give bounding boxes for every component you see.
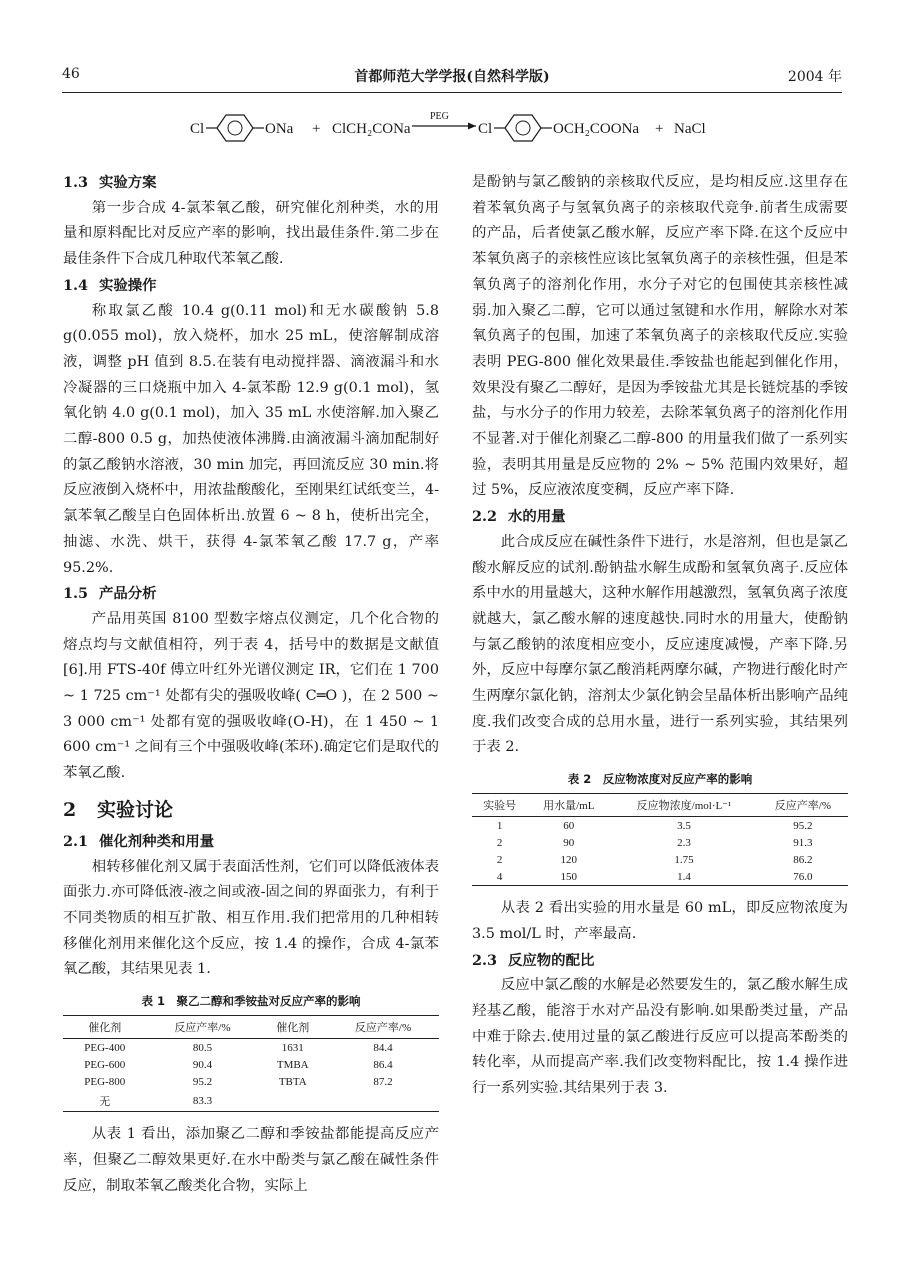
product-cl: Cl: [478, 121, 493, 137]
table-header: 反应物浓度/mol·L⁻¹: [610, 794, 758, 817]
paragraph: 从表 1 看出，添加聚乙二醇和季铵盐都能提高反应产率，但聚乙二醇效果更好.在水中酚类与氯乙酸在碱性条件反应，制取苯氧乙酸类化合物，实际上: [63, 1126, 439, 1194]
paragraph: 称取氯乙酸 10.4 g(0.11 mol)和无水碳酸钠 5.8 g(0.055 mol)，放入烧杯，加水 25 mL，使溶解制成溶液，调整 pH 值到 8.5.在装有电动搅拌器、滴液漏斗和水冷凝器的三口烧瓶中加入 4-氯苯酚 12.9 g(0.1 mol)，氢氧化钠 4.0 g(0.1 mol)，加入 35 mL 水使溶解.加入聚乙二醇-800 0.5 g，加热使液体沸腾.由滴液漏斗滴加配制好的氯乙酸钠水溶液，30 min 加完，再回流反应 30 min.将反应液倒入烧杯中，用浓盐酸酸化，至刚果红试纸变兰，4-氯苯氧乙酸呈白色固体析出.放置 6 ~ 8 h，使析出完全，抽滤、水洗、烘干，获得 4-氯苯氧乙酸 17.7 g，产率 95.2%.: [63, 302, 439, 576]
benzene-ring-icon: [505, 115, 541, 141]
chapter-heading-2: 2 实验讨论: [63, 798, 174, 821]
table-header: 催化剂: [63, 1016, 147, 1039]
section-heading-1-3: 1.3 实验方案: [63, 174, 157, 191]
header-rule: [62, 92, 842, 93]
right-column: [472, 170, 848, 1102]
year: 2004 年: [787, 69, 842, 85]
paragraph: 从表 2 看出实验的用水量是 60 mL，即反应物浓度为 3.5 mol/L 时，产率最高.: [472, 900, 848, 942]
table-header: 用水量/mL: [527, 794, 610, 817]
table-header: 反应产率/%: [327, 1016, 439, 1039]
reactant1-cl: Cl: [190, 121, 205, 137]
table-row: PEG-400 80.5 1631 84.4: [84, 1041, 393, 1054]
product-group: OCH₂COONa: [553, 121, 640, 137]
paragraph: 相转移催化剂又属于表面活性剂，它们可以降低液体表面张力.亦可降低液-液之间或液-固之间的界面张力，有利于不同类物质的相互扩散、相互作用.我们把常用的几种相转移催化剂用来催化这个反应，按 1.4 的操作，合成 4-氯苯氧乙酸，其结果见表 1.: [63, 858, 439, 978]
paragraph: 反应中氯乙酸的水解是必然要发生的，氯乙酸水解生成羟基乙酸，能溶于水对产品没有影响.如果酚类过量，产品中难于除去.使用过量的氯乙酸进行反应可以提高苯酚类的转化率，从而提高产率.我们改变物料配比，按 1.4 操作进行一系列实验.其结果列于表 3.: [472, 977, 848, 1097]
reaction-equation: [60, 104, 844, 150]
plus-sign: +: [655, 121, 664, 137]
catalyst-label: PEG: [430, 111, 449, 122]
section-heading-1-4: 1.4 实验操作: [63, 276, 157, 294]
table-2-caption: 表 2 反应物浓度对反应产率的影响: [567, 772, 753, 787]
paragraph: 此合成反应在碱性条件下进行，水是溶剂，但也是氯乙酸水解反应的试剂.酚钠盐水解生成酚和氢氧负离子.反应体系中水的用量越大，这种水解作用越激烈，氢氧负离子浓度就越大，氯乙酸水解的速度越快.同时水的用量大，使酚钠与氯乙酸钠的浓度相应变小，反应速度减慢，产率下降.另外，反应中每摩尔氯乙酸消耗两摩尔碱，产物进行酸化时产生两摩尔氯化钠，溶剂太少氯化钠会呈晶体析出影响产品纯度.我们改变合成的总用水量，进行一系列实验，其结果列于表 2.: [472, 533, 848, 756]
table-row: 2 90 2.3 91.3: [496, 836, 813, 849]
section-heading-2-3: 2.3 反应物的配比: [472, 951, 595, 969]
table-row: PEG-600 90.4 TMBA 86.4: [84, 1058, 393, 1071]
table-header: 反应产率/%: [147, 1016, 259, 1039]
table-2: [472, 793, 848, 886]
table-row: 2 120 1.75 86.2: [496, 853, 813, 866]
paragraph: 是酚钠与氯乙酸钠的亲核取代反应，是均相反应.这里存在着苯氧负离子与氢氧负离子的亲核取代竞争.前者生成需要的产品，后者使氯乙酸水解，反应产率下降.在这个反应中苯氧负离子的亲核性应该比氢氧负离子的亲核性强，但是苯氧负离子的溶剂化作用，水分子对它的包围使其亲核性减弱.加入聚乙二醇，它可以通过氢键和水作用，解除水对苯氧负离子的包围，加速了苯氧负离子的亲核取代反应.实验表明 PEG-800 催化效果最佳.季铵盐也能起到催化作用，效果没有聚乙二醇好，是因为季铵盐尤其是长链烷基的季铵盐，与水分子的作用力较差，去除苯氧负离子的溶剂化作用不显著.对于催化剂聚乙二醇-800 的用量我们做了一系列实验，表明其用量是反应物的 2% ~ 5% 范围内效果好，超过 5%，反应液浓度变稠，反应产率下降.: [472, 174, 848, 499]
plus-sign: +: [312, 121, 321, 137]
table-header: 实验号: [472, 794, 527, 817]
table-1: [63, 1015, 439, 1112]
section-heading-2-2: 2.2 水的用量: [472, 508, 566, 526]
paragraph: 第一步合成 4-氯苯氧乙酸，研究催化剂种类，水的用量和原料配比对反应产率的影响，找出最佳条件.第二步在最佳条件下合成几种取代苯氧乙酸.: [63, 199, 439, 268]
table-header: 催化剂: [258, 1016, 327, 1039]
table-row: PEG-800 95.2 TBTA 87.2: [84, 1075, 393, 1088]
paragraph: 产品用英国 8100 型数字熔点仪测定，几个化合物的熔点均与文献值相符，列于表 4，括号中的数据是文献值[6].用 FTS-40f 傅立叶红外光谱仪测定 IR，它们在 1 700 ~ 1 725 cm⁻¹ 处都有尖的强吸收峰( C═O )，在 2 500 ~ 3 000 cm⁻¹ 处都有宽的强吸收峰(O-H)，在 1 450 ~ 1 600 cm⁻¹ 之间有三个中强吸收峰(苯环).确定它们是取代的苯氧乙酸.: [63, 610, 439, 782]
table-header: 反应产率/%: [758, 794, 848, 817]
benzene-ring-icon: [217, 115, 253, 141]
reactant1-group: ONa: [265, 121, 294, 137]
section-heading-2-1: 2.1 催化剂种类和用量: [63, 832, 215, 850]
byproduct: NaCl: [674, 121, 706, 137]
left-column: [63, 170, 439, 1199]
table-row: 无 83.3: [63, 1090, 439, 1112]
journal-title: 首都师范大学学报(自然科学版): [354, 69, 550, 85]
table-row: 4 150 1.4 76.0: [472, 868, 848, 886]
section-heading-1-5: 1.5 产品分析: [63, 585, 157, 603]
table-row: 1 60 3.5 95.2: [496, 819, 813, 832]
table-1-caption: 表 1 聚乙二醇和季铵盐对反应产率的影响: [141, 994, 361, 1009]
page-number: 46: [62, 66, 80, 82]
reactant2: ClCH₂CONa: [332, 121, 411, 137]
